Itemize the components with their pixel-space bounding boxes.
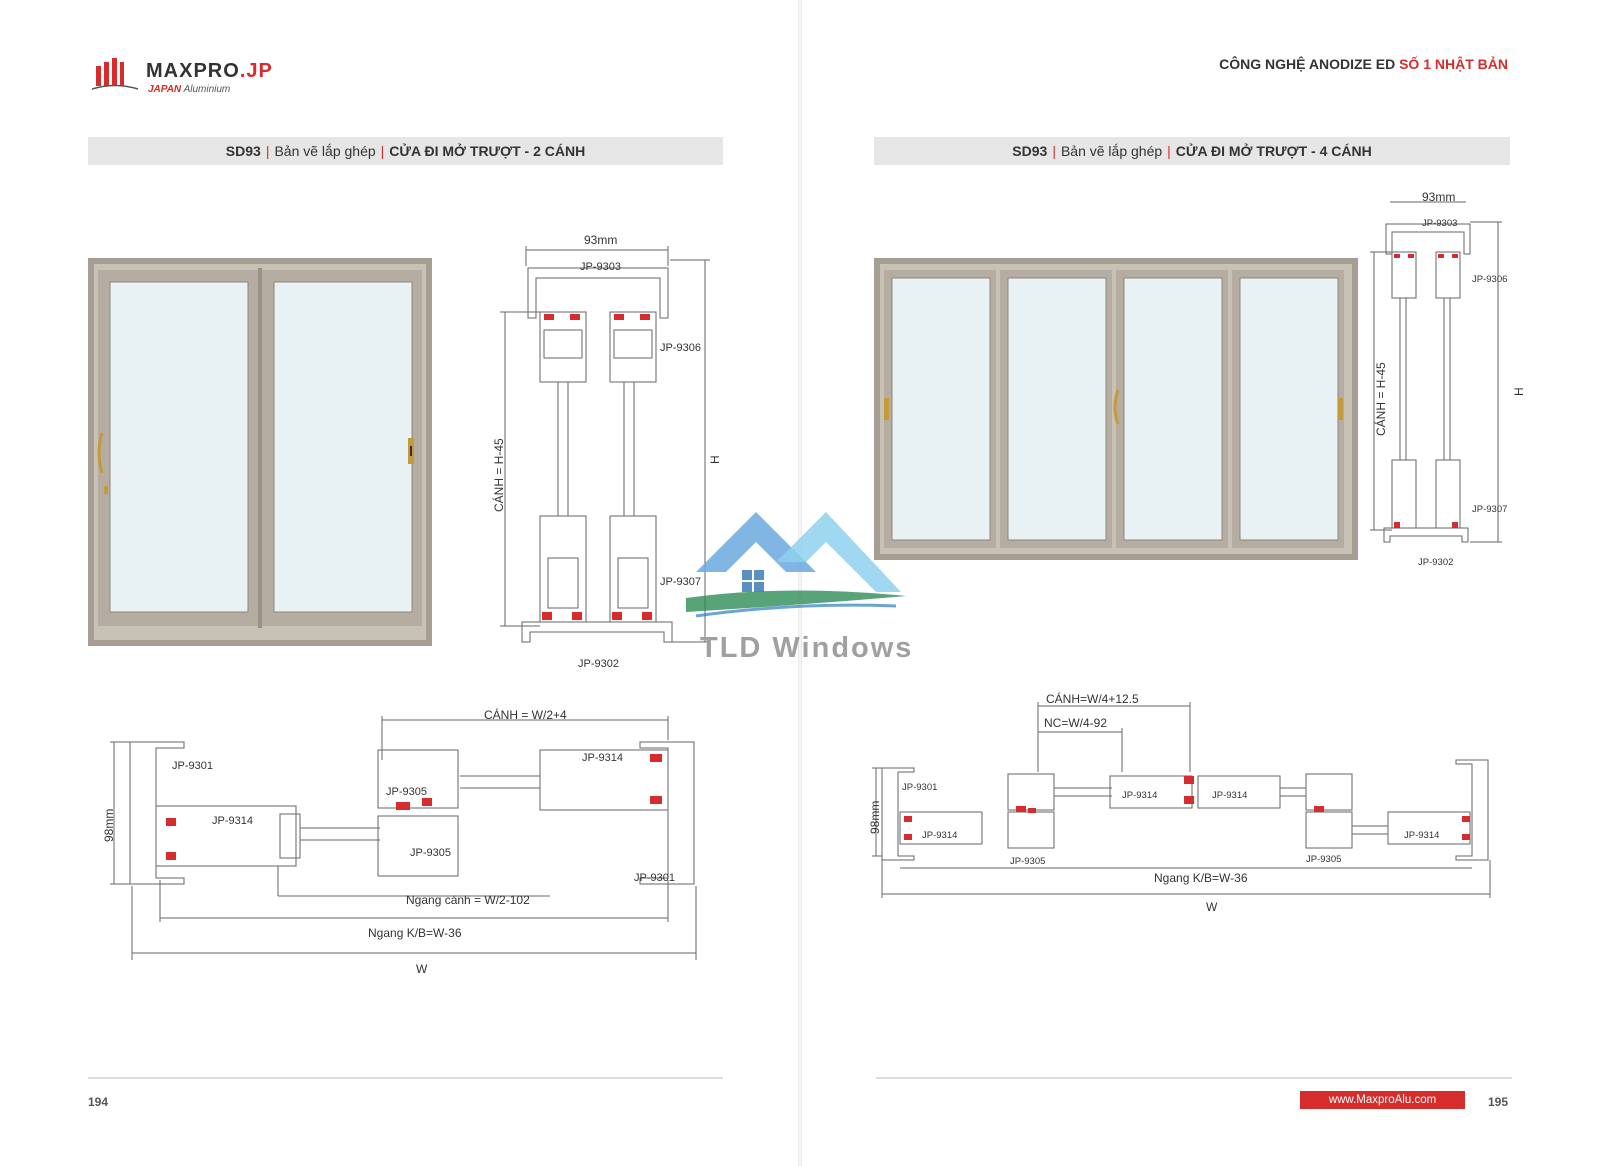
clear-width-label: Ngang K/B=W-36: [368, 926, 462, 940]
door-4-panel-illustration: [874, 258, 1358, 560]
product-code: SD93: [1012, 143, 1048, 159]
interlock-right-label: JP-9314: [582, 752, 623, 764]
bottom-profile-label: JP-9302: [1418, 557, 1454, 568]
sash-height-label: CÁNH = H-45: [492, 438, 506, 512]
total-width-label: W: [1206, 900, 1218, 914]
interlock-3-label: JP-9314: [1212, 790, 1248, 801]
interlock-2-label: JP-9314: [1122, 790, 1158, 801]
page-number: 194: [88, 1095, 109, 1109]
page-number: 195: [1487, 1095, 1508, 1109]
brand-name: MAXPRO.JP: [146, 60, 273, 82]
mullion-top-label: JP-9305: [386, 786, 427, 798]
door-type: CỬA ĐI MỞ TRƯỢT - 2 CÁNH: [389, 143, 586, 159]
title-middle: Bản vẽ lắp ghép: [274, 143, 376, 159]
mullion-right-label: JP-9305: [1306, 854, 1342, 865]
tld-windows-logo-icon: [686, 512, 916, 632]
height-label: H: [708, 455, 722, 464]
mullion-left-label: JP-9305: [1010, 856, 1046, 867]
sash-gap-label: Ngang cánh = W/2-102: [406, 893, 530, 907]
bottom-profile-label: JP-9302: [578, 658, 619, 670]
footer-divider: [876, 1077, 1512, 1079]
horizontal-plan-drawing: [872, 692, 1522, 922]
maxpro-logo-icon: [90, 56, 140, 92]
watermark-text: TLD Windows: [700, 632, 914, 664]
depth-label: 98mm: [868, 800, 882, 834]
title-middle: Bản vẽ lắp ghép: [1060, 143, 1163, 159]
clear-width-label: Ngang K/B=W-36: [1154, 871, 1248, 885]
top-profile-label: JP-9303: [1422, 218, 1458, 229]
height-label: H: [1512, 387, 1526, 396]
roller-profile-label: JP-9307: [1472, 504, 1508, 515]
sash-profile-label: JP-9306: [660, 342, 701, 354]
footer-divider: [88, 1077, 723, 1079]
product-code: SD93: [225, 143, 261, 159]
section-width-label: 93mm: [1422, 190, 1456, 204]
sash-width-label: CÁNH = W/2+4: [484, 708, 567, 722]
tagline: CÔNG NGHỆ ANODIZE ED SỐ 1 NHẬT BẢN: [1219, 56, 1508, 72]
door-2-panel-illustration: [88, 258, 432, 646]
sash-profile-label: JP-9306: [1472, 274, 1508, 285]
interlock-left-label: JP-9314: [212, 815, 253, 827]
right-page: [802, 0, 1600, 1166]
section-width-label: 93mm: [584, 233, 618, 247]
roller-profile-label: JP-9307: [660, 576, 701, 588]
total-width-label: W: [416, 962, 428, 976]
sash-height-label: CÁNH = H-45: [1374, 362, 1388, 436]
section-title-bar: SD93 | Bản vẽ lắp ghép | CỬA ĐI MỞ TRƯỢT - 4 CÁNH: [874, 137, 1510, 165]
frame-left-label: JP-9301: [902, 782, 938, 793]
mullion-bottom-label: JP-9305: [410, 847, 451, 859]
depth-label: 98mm: [102, 808, 116, 842]
section-title-bar: SD93 | Bản vẽ lắp ghép | CỬA ĐI MỞ TRƯỢT - 2 CÁNH: [88, 137, 723, 165]
frame-right-label: JP-9301: [634, 872, 675, 884]
nc-width-label: NC=W/4-92: [1044, 716, 1108, 730]
brand-subtitle: JAPAN Aluminium: [148, 84, 231, 95]
website-link[interactable]: www.MaxproAlu.com: [1300, 1091, 1465, 1109]
top-profile-label: JP-9303: [580, 261, 621, 273]
interlock-1-label: JP-9314: [922, 830, 958, 841]
sash-width-label: CÁNH=W/4+12.5: [1046, 692, 1139, 706]
frame-left-label: JP-9301: [172, 760, 213, 772]
door-type: CỬA ĐI MỞ TRƯỢT - 4 CÁNH: [1175, 143, 1372, 159]
interlock-4-label: JP-9314: [1404, 830, 1440, 841]
left-page: [0, 0, 798, 1166]
